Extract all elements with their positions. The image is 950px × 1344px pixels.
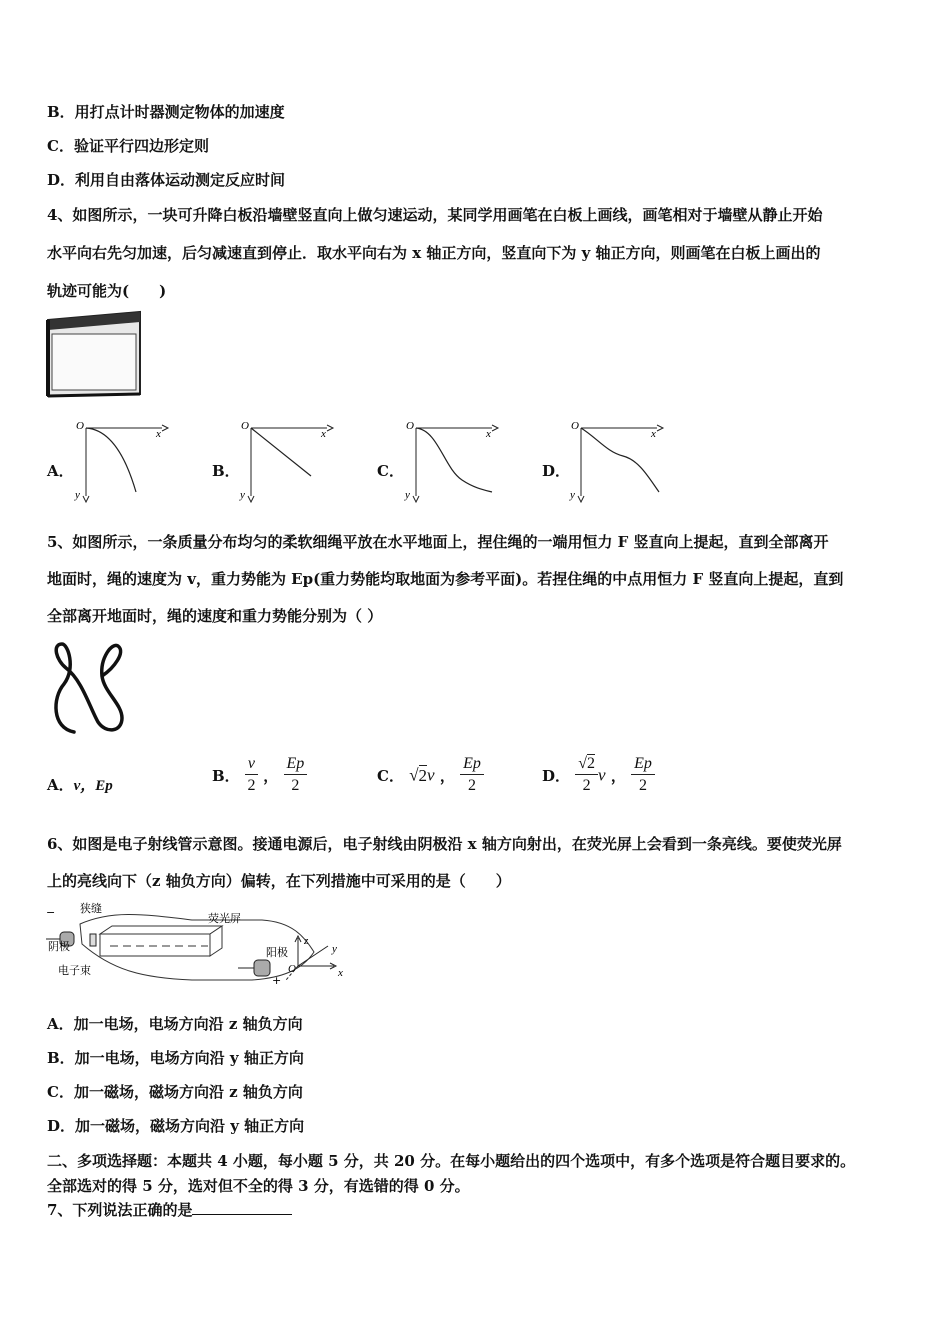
q5-option-a-value: v，Ep bbox=[73, 778, 113, 794]
graph-c-y-label: y bbox=[405, 489, 410, 501]
label-screen: 荧光屏 bbox=[208, 912, 241, 925]
q5-option-b bbox=[212, 754, 307, 797]
q5-d-ep: Ep bbox=[631, 754, 655, 775]
label-x: x bbox=[338, 967, 343, 979]
q4-graph-d bbox=[567, 418, 667, 504]
q4-option-b-label: B． bbox=[212, 462, 240, 480]
graph-d-origin: O bbox=[571, 420, 579, 432]
graph-b-curve bbox=[251, 428, 311, 476]
q7-answer-blank[interactable] bbox=[192, 1200, 292, 1215]
q6-line2: 上的亮线向下（z 轴负方向）偏转，在下列措施中可采用的是（ ） bbox=[47, 872, 511, 890]
q5-b-ep: Ep bbox=[284, 754, 308, 775]
anode-cylinder bbox=[254, 960, 270, 976]
q5-d-two2: 2 bbox=[638, 777, 647, 794]
q4-line3: 轨迹可能为( ) bbox=[47, 282, 167, 300]
option-c-prev: C．验证平行四边形定则 bbox=[47, 137, 209, 155]
label-origin: O bbox=[288, 963, 296, 975]
q5-option-c bbox=[377, 754, 484, 797]
q6-option-c: C．加一磁场，磁场方向沿 z 轴负方向 bbox=[47, 1083, 303, 1101]
option-b-prev: B．用打点计时器测定物体的加速度 bbox=[47, 103, 285, 121]
label-y: y bbox=[332, 943, 337, 955]
q5-d-two: 2 bbox=[582, 777, 591, 794]
q6-line1: 6、如图是电子射线管示意图。接通电源后，电子射线由阴极沿 x 轴方向射出，在荧光屏上会看到一条亮线。要使荧光屏 bbox=[47, 835, 842, 853]
graph-b-y-label: y bbox=[240, 489, 245, 501]
electron-tube-figure bbox=[42, 900, 352, 990]
whiteboard-figure bbox=[46, 310, 142, 400]
q5-b-two2: 2 bbox=[291, 777, 300, 794]
q5-d-fraction-sqrt bbox=[575, 754, 598, 797]
label-cathode: 阴极 bbox=[48, 940, 70, 953]
graph-d-y-label: y bbox=[570, 489, 575, 501]
section2-line2: 全部选对的得 5 分，选对但不全的得 3 分，有选错的得 0 分。 bbox=[47, 1177, 470, 1195]
q5-option-d-label: D． bbox=[542, 767, 571, 785]
anode-plus: + bbox=[272, 974, 282, 987]
q5-line2: 地面时，绳的速度为 v，重力势能为 Ep(重力势能均取地面为参考平面)。若捏住绳的中点用恒力 F 竖直向上提起，直到 bbox=[47, 570, 844, 588]
graph-a-curve bbox=[86, 428, 136, 492]
label-beam: 电子束 bbox=[58, 964, 91, 977]
cathode-minus: − bbox=[46, 906, 56, 919]
rope-figure bbox=[52, 638, 128, 736]
q5-d-sqrt-num: √2 bbox=[575, 754, 598, 775]
q5-line3: 全部离开地面时，绳的速度和重力势能分别为（ ） bbox=[47, 607, 383, 625]
q6-option-d: D．加一磁场，磁场方向沿 y 轴正方向 bbox=[47, 1117, 305, 1135]
box-top bbox=[100, 926, 222, 934]
q4-option-c-label: C． bbox=[377, 462, 404, 480]
graph-b-x-label: x bbox=[321, 428, 326, 440]
q5-d-fraction-ep bbox=[631, 754, 655, 797]
option-d-prev: D．利用自由落体运动测定反应时间 bbox=[47, 171, 286, 189]
q5-option-b-label: B． bbox=[212, 767, 240, 785]
q5-c-sqrt2: 2 bbox=[418, 765, 428, 785]
q4-option-d-label: D． bbox=[542, 462, 571, 480]
q5-c-ep: Ep bbox=[460, 754, 484, 775]
q5-option-a bbox=[47, 774, 113, 795]
q5-d-sqrt2: 2 bbox=[587, 755, 596, 772]
q4-option-a-label: A． bbox=[47, 462, 74, 480]
graph-c-origin: O bbox=[406, 420, 414, 432]
q5-line1: 5、如图所示，一条质量分布均匀的柔软细绳平放在水平地面上，捏住绳的一端用恒力 F 竖直向上提起，直到全部离开 bbox=[47, 533, 829, 551]
graph-d-curve bbox=[581, 428, 659, 492]
graph-b-origin: O bbox=[241, 420, 249, 432]
q5-d-comma: ， bbox=[610, 767, 626, 785]
q5-c-sqrt: √2v bbox=[409, 765, 435, 785]
label-z: z bbox=[304, 935, 309, 947]
q5-b-comma: ， bbox=[263, 767, 279, 785]
q5-d-v: v bbox=[598, 765, 606, 785]
q6-option-b: B．加一电场，电场方向沿 y 轴正方向 bbox=[47, 1049, 304, 1067]
box-front bbox=[100, 934, 210, 956]
q5-option-c-label: C． bbox=[377, 767, 404, 785]
q4-graph-a bbox=[72, 418, 172, 504]
q4-line2: 水平向右先匀加速，后匀减速直到停止．取水平向右为 x 轴正方向，竖直向下为 y 轴正方向，则画笔在白板上画出的 bbox=[47, 244, 821, 262]
q5-b-v: v bbox=[245, 754, 258, 775]
q7-line bbox=[47, 1200, 292, 1220]
q5-c-v: v bbox=[427, 765, 435, 785]
label-anode: 阳极 bbox=[266, 946, 288, 959]
graph-a-y-label: y bbox=[75, 489, 80, 501]
q5-c-two: 2 bbox=[467, 777, 476, 794]
rope-curve bbox=[56, 644, 122, 732]
graph-c-curve bbox=[416, 428, 492, 492]
q5-c-comma: ， bbox=[439, 767, 455, 785]
q4-graph-c bbox=[402, 418, 502, 504]
q7-text: 7、下列说法正确的是 bbox=[47, 1201, 193, 1219]
graph-a-x-label: x bbox=[156, 428, 161, 440]
q5-c-fraction-ep bbox=[460, 754, 484, 797]
q5-b-fraction-ep bbox=[284, 754, 308, 797]
slit bbox=[90, 934, 96, 946]
section2-line1: 二、多项选择题：本题共 4 小题，每小题 5 分，共 20 分。在每小题给出的四个选项中，有多个选项是符合题目要求的。 bbox=[47, 1152, 856, 1170]
y-axis bbox=[298, 946, 328, 966]
q5-b-two: 2 bbox=[247, 777, 256, 794]
label-slit: 狭缝 bbox=[80, 902, 102, 915]
q4-line1: 4、如图所示，一块可升降白板沿墙壁竖直向上做匀速运动，某同学用画笔在白板上画线，画笔相对于墙壁从静止开始 bbox=[47, 206, 823, 224]
q6-option-a: A．加一电场，电场方向沿 z 轴负方向 bbox=[47, 1015, 303, 1033]
q5-b-fraction-v bbox=[245, 754, 258, 797]
graph-d-x-label: x bbox=[651, 428, 656, 440]
q5-option-d bbox=[542, 754, 655, 797]
q4-graph-b bbox=[237, 418, 337, 504]
graph-c-x-label: x bbox=[486, 428, 491, 440]
q5-option-a-label: A． bbox=[47, 776, 74, 794]
graph-a-origin: O bbox=[76, 420, 84, 432]
